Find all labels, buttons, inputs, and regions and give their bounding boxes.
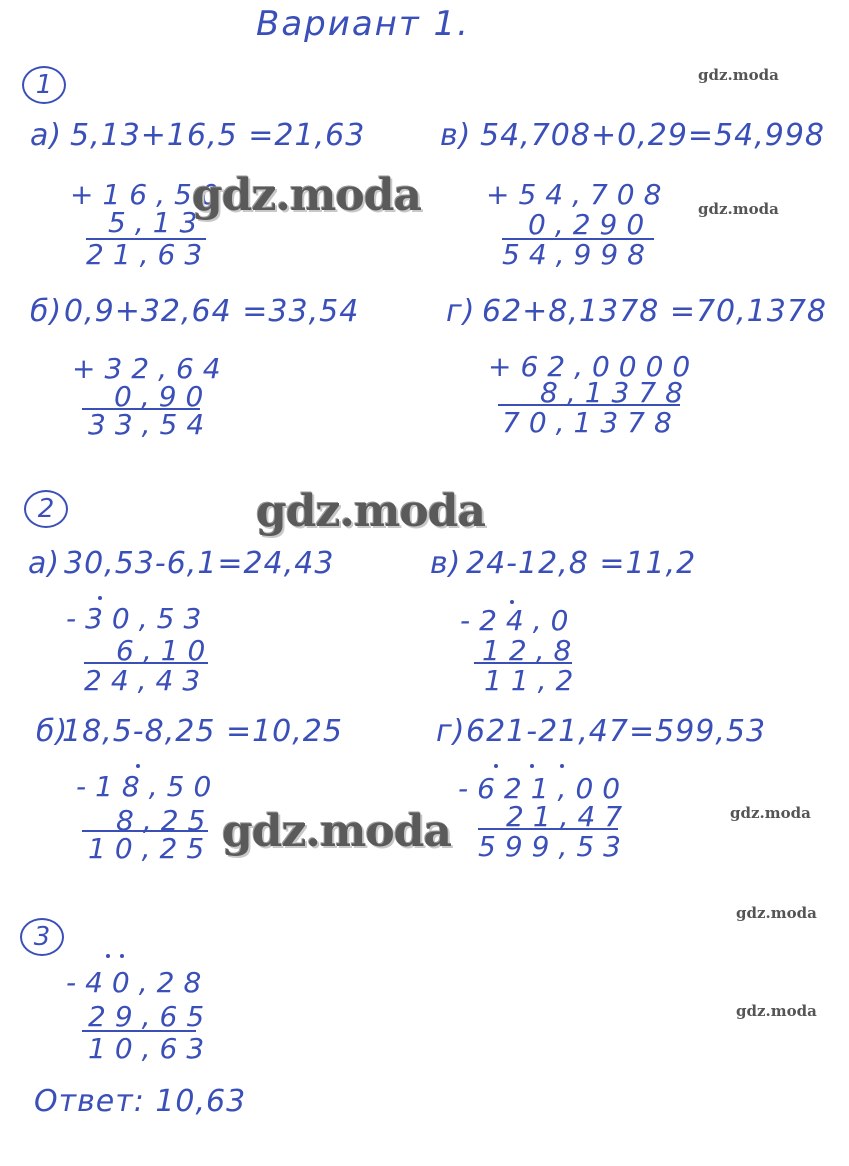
variant-title: Вариант 1. bbox=[256, 4, 470, 44]
task-1-number: 1 bbox=[22, 66, 66, 104]
watermark-small: gdz.moda bbox=[698, 200, 779, 218]
task-1a-result: 21,63 bbox=[86, 238, 212, 271]
task-1v-addend: 0,290 bbox=[528, 208, 654, 241]
task-1b-addend: 0,90 bbox=[114, 380, 213, 413]
borrow-dot bbox=[106, 954, 110, 958]
task-2v-equation: 24-12,8 =11,2 bbox=[466, 546, 697, 581]
borrow-dot bbox=[98, 596, 102, 600]
task-1v-equation: 54,708+0,29=54,998 bbox=[480, 118, 826, 153]
task-2g-top-number: -621,00 bbox=[458, 772, 630, 805]
task-2v-top-number: -24,0 bbox=[460, 604, 578, 637]
task-2v-subtrahend: 12,8 bbox=[482, 634, 581, 667]
task-1v-label: в) bbox=[440, 118, 472, 153]
task-2-number: 2 bbox=[24, 490, 68, 528]
task-1v-top-number: +54,708 bbox=[486, 178, 671, 211]
task-2b-equation: 18,5-8,25 =10,25 bbox=[62, 714, 343, 749]
task-2g-label: г) bbox=[436, 714, 466, 749]
task-2a-top-number: -30,53 bbox=[66, 602, 211, 635]
task-1g-result: 70,1378 bbox=[502, 406, 681, 439]
task-2g-subtrahend: 21,47 bbox=[506, 800, 632, 833]
task-1v-result: 54,998 bbox=[502, 238, 654, 271]
task-1g-label: г) bbox=[446, 294, 476, 329]
task-2a-result: 24,43 bbox=[84, 664, 210, 697]
watermark-small: gdz.moda bbox=[736, 1002, 817, 1020]
task-2b-top-number: -18,50 bbox=[76, 770, 221, 803]
task-2a-label: а) bbox=[28, 546, 61, 581]
task-1a-label: а) bbox=[30, 118, 63, 153]
task-3-top-number: -40,28 bbox=[66, 966, 211, 999]
borrow-dot bbox=[560, 764, 564, 768]
watermark-large: gdz.moda bbox=[192, 170, 422, 221]
task-1b-label: б) bbox=[30, 294, 63, 329]
borrow-dot bbox=[530, 764, 534, 768]
watermark-small: gdz.moda bbox=[698, 66, 779, 84]
task-1b-top-number: +32,64 bbox=[72, 352, 230, 385]
task-1a-top-number: +16,50 bbox=[70, 178, 228, 211]
task-2v-result: 11,2 bbox=[484, 664, 583, 697]
task-1a-equation: 5,13+16,5 =21,63 bbox=[70, 118, 366, 153]
task-3-result: 10,63 bbox=[88, 1032, 214, 1065]
task-1g-equation: 62+8,1378 =70,1378 bbox=[482, 294, 828, 329]
task-1a-addend: 5,13 bbox=[108, 206, 207, 239]
task-2g-result: 599,53 bbox=[478, 830, 630, 863]
task-3-subtrahend: 29,65 bbox=[88, 1000, 214, 1033]
task-3-number: 3 bbox=[20, 918, 64, 956]
task-2a-equation: 30,53-6,1=24,43 bbox=[64, 546, 335, 581]
watermark-small: gdz.moda bbox=[730, 804, 811, 822]
task-2b-subtrahend: 8,25 bbox=[116, 804, 215, 837]
task-2g-equation: 621-21,47=599,53 bbox=[466, 714, 767, 749]
task-1b-equation: 0,9+32,64 =33,54 bbox=[64, 294, 360, 329]
task-2a-subtrahend: 6,10 bbox=[116, 634, 215, 667]
borrow-dot bbox=[494, 764, 498, 768]
task-2b-result: 10,25 bbox=[88, 832, 214, 865]
watermark-large: gdz.moda bbox=[256, 486, 486, 537]
borrow-dot bbox=[120, 954, 124, 958]
task-1g-addend: 8,1378 bbox=[540, 376, 692, 409]
answer-line: Ответ: 10,63 bbox=[34, 1084, 247, 1119]
task-2b-label: б) bbox=[36, 714, 69, 749]
watermark-small: gdz.moda bbox=[736, 904, 817, 922]
watermark-large: gdz.moda bbox=[222, 806, 452, 857]
task-2v-label: в) bbox=[430, 546, 462, 581]
task-1b-result: 33,54 bbox=[88, 408, 214, 441]
task-1g-top-number: +62,0000 bbox=[488, 350, 700, 383]
borrow-dot bbox=[136, 764, 140, 768]
